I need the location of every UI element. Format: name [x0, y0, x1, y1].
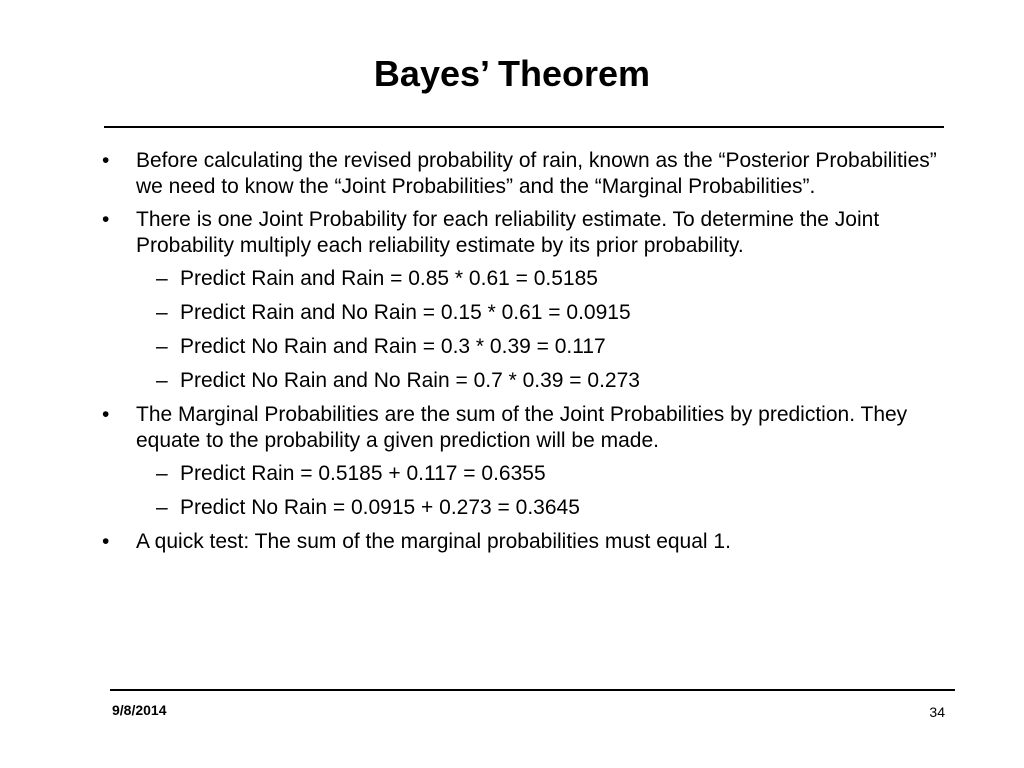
sub-bullet-item [96, 461, 956, 487]
sub-bullet-text: Predict Rain and Rain = 0.85 * 0.61 = 0.5185 [180, 267, 598, 290]
bullet-marker: • [102, 530, 110, 553]
slide-title: Bayes’ Theorem [373, 53, 651, 94]
bullet-text: There is one Joint Probability for each reliability estimate. To determine the Joint Probability multiply each reliability estimate by its prior probability. [136, 208, 880, 257]
footer-date: 9/8/2014 [112, 702, 167, 718]
page-number: 34 [929, 704, 945, 720]
slide-body [96, 148, 956, 562]
footer-divider [110, 689, 955, 691]
sub-bullet-item [96, 495, 956, 521]
sub-bullet-item [96, 266, 956, 292]
bullet-marker: • [102, 149, 110, 172]
sub-bullet-marker: – [156, 335, 168, 358]
bullet-marker: • [102, 208, 110, 231]
bullet-item [96, 207, 956, 259]
sub-bullet-marker: – [156, 267, 168, 290]
sub-bullet-text: Predict No Rain and Rain = 0.3 * 0.39 = 0.117 [180, 335, 606, 358]
sub-bullet-item [96, 368, 956, 394]
sub-bullet-marker: – [156, 496, 168, 519]
sub-bullet-marker: – [156, 301, 168, 324]
bullet-item [96, 148, 956, 200]
sub-bullet-text: Predict Rain and No Rain = 0.15 * 0.61 = 0.0915 [180, 301, 631, 324]
sub-bullet-marker: – [156, 462, 168, 485]
sub-bullet-text: Predict No Rain and No Rain = 0.7 * 0.39 = 0.273 [180, 369, 640, 392]
title-divider [104, 126, 944, 128]
bullet-text: The Marginal Probabilities are the sum of the Joint Probabilities by prediction. They equate to the probability a given prediction will be made. [136, 403, 908, 452]
sub-bullet-item [96, 300, 956, 326]
sub-bullet-marker: – [156, 369, 168, 392]
sub-bullet-text: Predict No Rain = 0.0915 + 0.273 = 0.3645 [180, 496, 580, 519]
bullet-text: A quick test: The sum of the marginal probabilities must equal 1. [136, 530, 731, 553]
sub-bullet-text: Predict Rain = 0.5185 + 0.117 = 0.6355 [180, 462, 546, 485]
bullet-text: Before calculating the revised probability of rain, known as the “Posterior Probabilities” we need to know the “Joint Probabilities” and the “Marginal Probabilities”. [136, 149, 937, 198]
bullet-item [96, 529, 956, 555]
bullet-item [96, 402, 956, 454]
sub-bullet-item [96, 334, 956, 360]
bullet-marker: • [102, 403, 110, 426]
